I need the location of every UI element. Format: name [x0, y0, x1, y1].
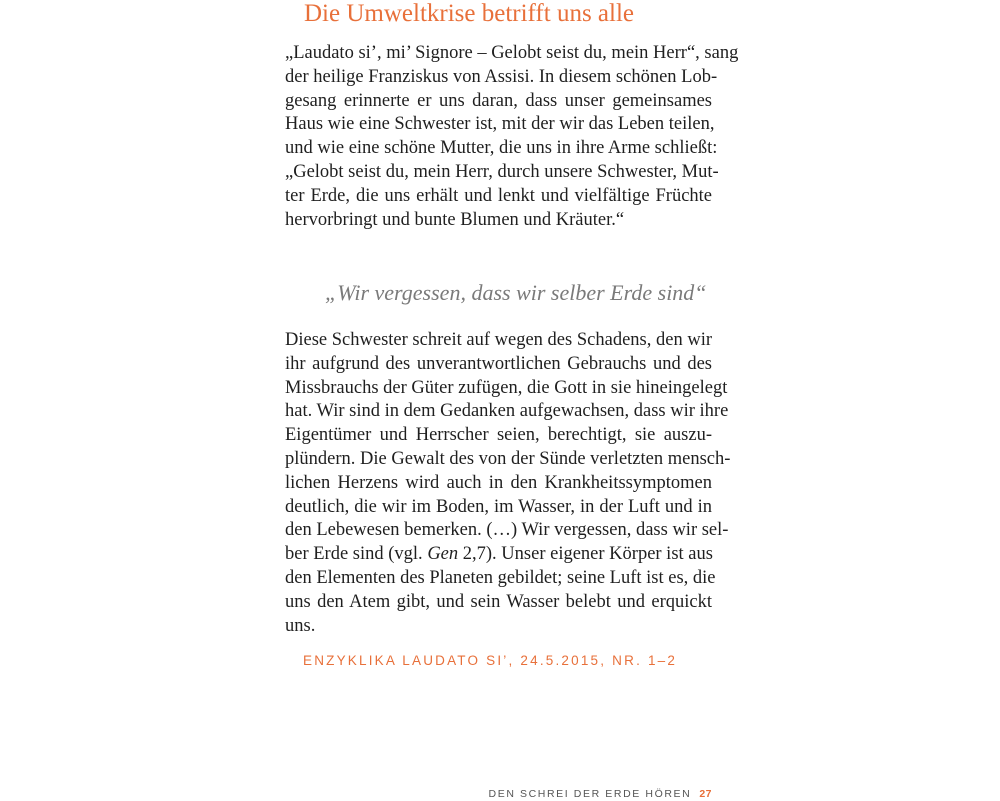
paragraph-line: hat. Wir sind in dem Gedanken aufgewachsen, dass wir ihre	[285, 401, 729, 422]
reference-before: ber Erde sind (vgl.	[285, 544, 428, 565]
page-number: 27	[699, 788, 712, 800]
paragraph-line: und wie eine schöne Mutter, die uns in ihre Arme schließt:	[285, 138, 718, 159]
paragraph-line: ihr aufgrund des unverantwortlichen Gebrauchs und des	[285, 353, 712, 374]
paragraph-line: der heilige Franziskus von Assisi. In diesem schönen Lob-	[285, 66, 718, 87]
paragraph-line: den Lebewesen bemerken. (…) Wir vergessen, dass wir sel-	[285, 520, 729, 541]
paragraph-line: uns.	[285, 615, 316, 636]
running-title: DEN SCHREI DER ERDE HÖREN	[488, 788, 692, 800]
page-footer	[489, 787, 712, 801]
paragraph-line: Haus wie eine Schwester ist, mit der wir das Leben teilen,	[285, 114, 715, 135]
paragraph-line: lichen Herzens wird auch in den Krankheitssymptomen	[285, 472, 712, 493]
paragraph-line: plündern. Die Gewalt des von der Sünde verletzten mensch-	[285, 448, 731, 469]
paragraph-line: gesang erinnerte er uns daran, dass unser gemeinsames	[285, 90, 712, 111]
paragraph-line: deutlich, die wir im Boden, im Wasser, in der Luft und in	[285, 496, 712, 517]
paragraph-line-with-reference	[285, 543, 712, 567]
paragraph-line: Diese Schwester schreit auf wegen des Schadens, den wir	[285, 330, 712, 350]
paragraph-line: ter Erde, die uns erhält und lenkt und vielfältige Früchte	[285, 185, 712, 206]
paragraph-line: „Gelobt seist du, mein Herr, durch unsere Schwester, Mut-	[285, 161, 719, 182]
paragraph-line: den Elementen des Planeten gebildet; seine Luft ist es, die	[285, 567, 716, 588]
pull-quote: „Wir vergessen, dass wir selber Erde sind“	[325, 280, 707, 305]
section-heading: Die Umweltkrise betrifft uns alle	[304, 0, 635, 27]
paragraph-line: „Laudato si’, mi’ Signore – Gelobt seist du, mein Herr“, sang	[285, 43, 739, 63]
paragraph-line: hervorbringt und bunte Blumen und Kräuter.“	[285, 209, 625, 230]
intro-paragraph	[285, 42, 739, 232]
bible-reference-book: Gen	[427, 544, 459, 565]
reference-after: 2,7). Unser eigener Körper ist aus	[458, 544, 713, 565]
main-paragraph	[285, 329, 731, 638]
paragraph-line: uns den Atem gibt, und sein Wasser belebt und erquickt	[285, 591, 712, 612]
paragraph-line: Missbrauchs der Güter zufügen, die Gott in sie hineingelegt	[285, 377, 728, 398]
source-citation: ENZYKLIKA LAUDATO SI’, 24.5.2015, NR. 1–2	[303, 653, 678, 668]
paragraph-line: Eigentümer und Herrscher seien, berechtigt, sie auszu-	[285, 425, 712, 446]
